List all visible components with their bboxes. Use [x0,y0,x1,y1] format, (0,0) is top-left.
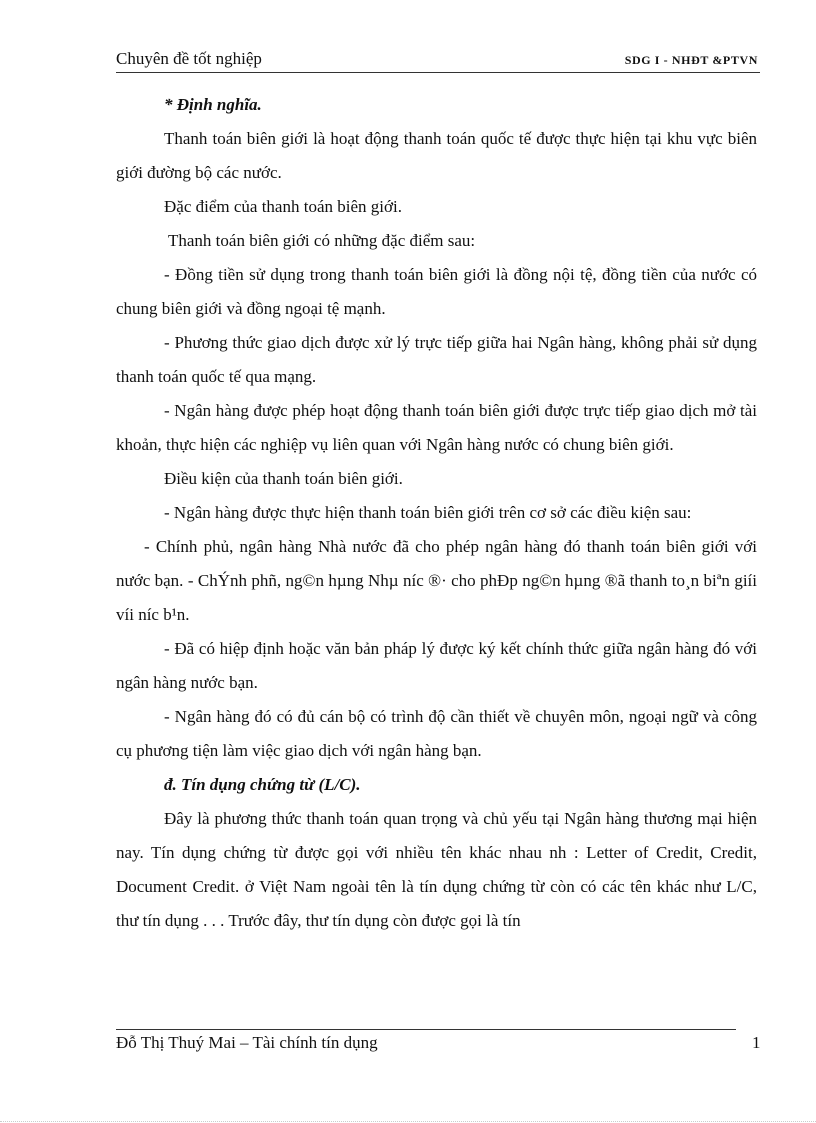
list-item: - Chính phủ, ngân hàng Nhà nước đã cho phép ngân hàng đó thanh toán biên giới với nước bạn. - ChÝnh phñ, ng©n hµng Nhµ níc ®· cho phÐp ng©n hµng ®ã thanh to¸n biªn giíi víi níc b¹n. [116,537,757,624]
paragraph-heading: Đặc điểm của thanh toán biên giới. [164,197,402,216]
footer-rule [116,1029,736,1030]
header-code: SDG I - NHĐT &PTVN [624,53,758,67]
paragraph: Thanh toán biên giới có những đặc điểm sau: [168,231,476,250]
list-item: - Phương thức giao dịch được xử lý trực tiếp giữa hai Ngân hàng, không phải sử dụng thanh toán quốc tế qua mạng. [116,333,757,386]
header-title: Chuyên đề tốt nghiệp [116,49,262,68]
list-item: - Đồng tiền sử dụng trong thanh toán biên giới là đồng nội tệ, đồng tiền của nước có chung biên giới và đồng ngoại tệ mạnh. [116,265,757,318]
page-edge [0,1121,816,1122]
paragraph-heading: Điều kiện của thanh toán biên giới. [164,469,403,488]
footer-author: Đỗ Thị Thuý Mai – Tài chính tín dụng [116,1033,378,1052]
page-number: 1 [752,1033,761,1052]
document-body [116,88,757,938]
list-item: - Đã có hiệp định hoặc văn bản pháp lý được ký kết chính thức giữa ngân hàng đó với ngân hàng nước bạn. [116,639,757,692]
list-item: - Ngân hàng được phép hoạt động thanh toán biên giới được trực tiếp giao dịch mở tài khoản, thực hiện các nghiệp vụ liên quan với Ngân hàng nước có chung biên giới. [116,401,757,454]
list-item: - Ngân hàng đó có đủ cán bộ có trình độ cần thiết về chuyên môn, ngoại ngữ và công cụ phương tiện làm việc giao dịch với ngân hàng bạn. [116,707,757,760]
paragraph: Thanh toán biên giới là hoạt động thanh toán quốc tế được thực hiện tại khu vực biên giới đường bộ các nước. [116,129,757,182]
paragraph: Đây là phương thức thanh toán quan trọng và chủ yếu tại Ngân hàng thương mại hiện nay. Tín dụng chứng từ được gọi với nhiều tên khác nhau nh : Letter of Credit, Credit, Document Credit. ở Việt Nam ngoài tên là tín dụng chứng từ còn có các tên khác như L/C, thư tín dụng . . . Trước đây, thư tín dụng còn được gọi là tín [116,809,757,930]
section-heading-lc: đ. Tín dụng chứng từ (L/C). [164,775,361,794]
section-heading-definition: * Định nghĩa. [164,95,262,114]
header-rule [116,72,760,73]
list-item: - Ngân hàng được thực hiện thanh toán biên giới trên cơ sở các điều kiện sau: [164,503,692,522]
